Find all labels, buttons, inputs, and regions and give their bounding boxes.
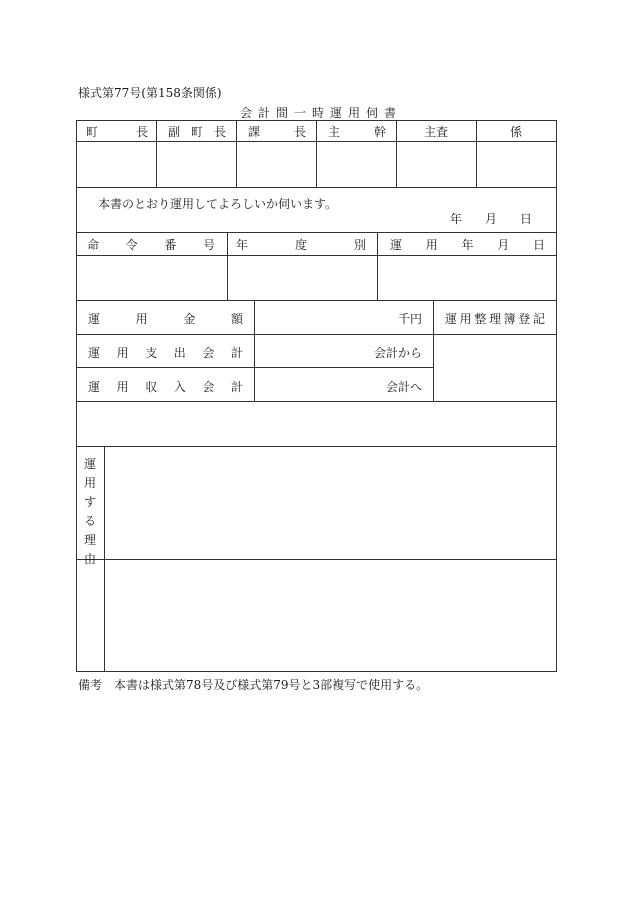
stamp-cell-supervisor[interactable]	[317, 142, 396, 187]
amount-label-char-2: 用	[135, 312, 148, 326]
header-mayor-char-1: 町	[86, 125, 99, 139]
request-date-month: 月	[484, 212, 497, 226]
amount-label-char-1: 運	[88, 312, 101, 326]
amount-label-char-4: 額	[230, 312, 243, 326]
expense-account-suffix: 会計から	[373, 346, 422, 360]
reason-field[interactable]	[105, 447, 556, 559]
header-deputy-char-3: 長	[213, 125, 226, 139]
order-number-char-3: 番	[164, 238, 177, 252]
income-char-1: 運	[88, 380, 101, 394]
income-char-6: 計	[230, 380, 243, 394]
header-section-chief	[248, 123, 306, 140]
form-title: 会計間一時運用伺書	[239, 106, 402, 120]
operation-date-char-2: 用	[425, 238, 438, 252]
request-text: 本書のとおり運用してよろしいか伺います。	[98, 197, 338, 211]
blank-field[interactable]	[77, 402, 556, 446]
expense-char-1: 運	[88, 346, 101, 360]
label-operation-amount	[88, 310, 243, 327]
operation-date-char-3: 年	[461, 238, 474, 252]
header-operation-date	[390, 236, 545, 253]
header-chief-char-2: 長	[293, 125, 306, 139]
header-chief-clerk: 主査	[423, 125, 448, 139]
expense-char-6: 計	[230, 346, 243, 360]
stamp-cell-chief-clerk[interactable]	[397, 142, 476, 187]
stamp-cell-section-chief[interactable]	[237, 142, 316, 187]
ledger-char-4: 理	[488, 312, 501, 326]
rule-approval-bottom	[76, 187, 557, 188]
order-number-char-2: 令	[125, 238, 138, 252]
expense-char-4: 出	[173, 346, 186, 360]
ledger-registration-field[interactable]	[434, 335, 556, 401]
expense-char-5: 会	[202, 346, 215, 360]
reason-char-4: る	[83, 514, 96, 528]
label-expense-account	[88, 344, 243, 361]
operation-date-char-1: 運	[390, 238, 403, 252]
income-account-suffix: 会計へ	[385, 380, 422, 394]
bottom-content-field[interactable]	[105, 560, 556, 671]
label-income-account	[88, 378, 243, 395]
fiscal-year-char-2: 度	[294, 238, 307, 252]
ledger-char-2: 用	[459, 312, 472, 326]
border-bottom	[76, 671, 557, 672]
header-deputy-mayor	[168, 123, 226, 140]
request-date[interactable]	[450, 210, 532, 227]
header-mayor-char-2: 長	[135, 125, 148, 139]
stamp-cell-mayor[interactable]	[77, 142, 156, 187]
reason-char-2: 用	[83, 476, 96, 490]
order-number-field[interactable]	[77, 256, 227, 300]
header-chief-char-1: 課	[248, 125, 261, 139]
ledger-char-1: 運	[445, 312, 458, 326]
form-grid	[76, 120, 557, 672]
reason-char-3: す	[83, 495, 96, 509]
border-right	[556, 120, 557, 672]
fiscal-year-field[interactable]	[228, 256, 377, 300]
label-ledger-registration	[445, 310, 545, 327]
header-fiscal-year	[236, 236, 366, 253]
ledger-char-5: 簿	[503, 312, 516, 326]
ledger-char-6: 登	[518, 312, 531, 326]
order-number-char-1: 命	[87, 238, 100, 252]
operation-date-char-5: 日	[532, 238, 545, 252]
request-date-year: 年	[450, 212, 463, 226]
request-date-day: 日	[519, 212, 532, 226]
header-clerk: 係	[509, 125, 522, 139]
rule-request-bottom	[76, 232, 557, 233]
amount-unit: 千円	[397, 312, 422, 326]
amount-label-char-3: 金	[183, 312, 196, 326]
operation-date-field[interactable]	[378, 256, 556, 300]
income-char-2: 用	[116, 380, 129, 394]
income-char-4: 入	[173, 380, 186, 394]
order-number-char-4: 号	[202, 238, 215, 252]
form-number-label: 様式第77号(第158条関係)	[78, 86, 222, 100]
header-supervisor-char-1: 主	[328, 125, 341, 139]
header-mayor	[86, 123, 148, 140]
header-supervisor	[328, 123, 386, 140]
fiscal-year-char-1: 年	[236, 238, 249, 252]
fiscal-year-char-3: 別	[353, 238, 366, 252]
expense-char-3: 支	[145, 346, 158, 360]
reason-char-1: 運	[83, 457, 96, 471]
bottom-label-cell[interactable]	[77, 560, 104, 671]
header-order-number	[87, 236, 215, 253]
operation-date-char-4: 月	[497, 238, 510, 252]
header-supervisor-char-2: 幹	[373, 125, 386, 139]
reason-char-5: 理	[83, 533, 96, 547]
stamp-cell-deputy-mayor[interactable]	[157, 142, 236, 187]
header-deputy-char-1: 副	[168, 125, 181, 139]
income-char-5: 会	[202, 380, 215, 394]
reason-char-6: 由	[83, 552, 96, 566]
ledger-char-7: 記	[532, 312, 545, 326]
income-char-3: 収	[145, 380, 158, 394]
expense-char-2: 用	[116, 346, 129, 360]
stamp-cell-clerk[interactable]	[477, 142, 556, 187]
ledger-char-3: 整	[474, 312, 487, 326]
header-deputy-char-2: 町	[190, 125, 203, 139]
label-reason	[76, 455, 104, 569]
remarks-note: 備考 本書は様式第78号及び様式第79号と3部複写で使用する。	[78, 678, 429, 692]
